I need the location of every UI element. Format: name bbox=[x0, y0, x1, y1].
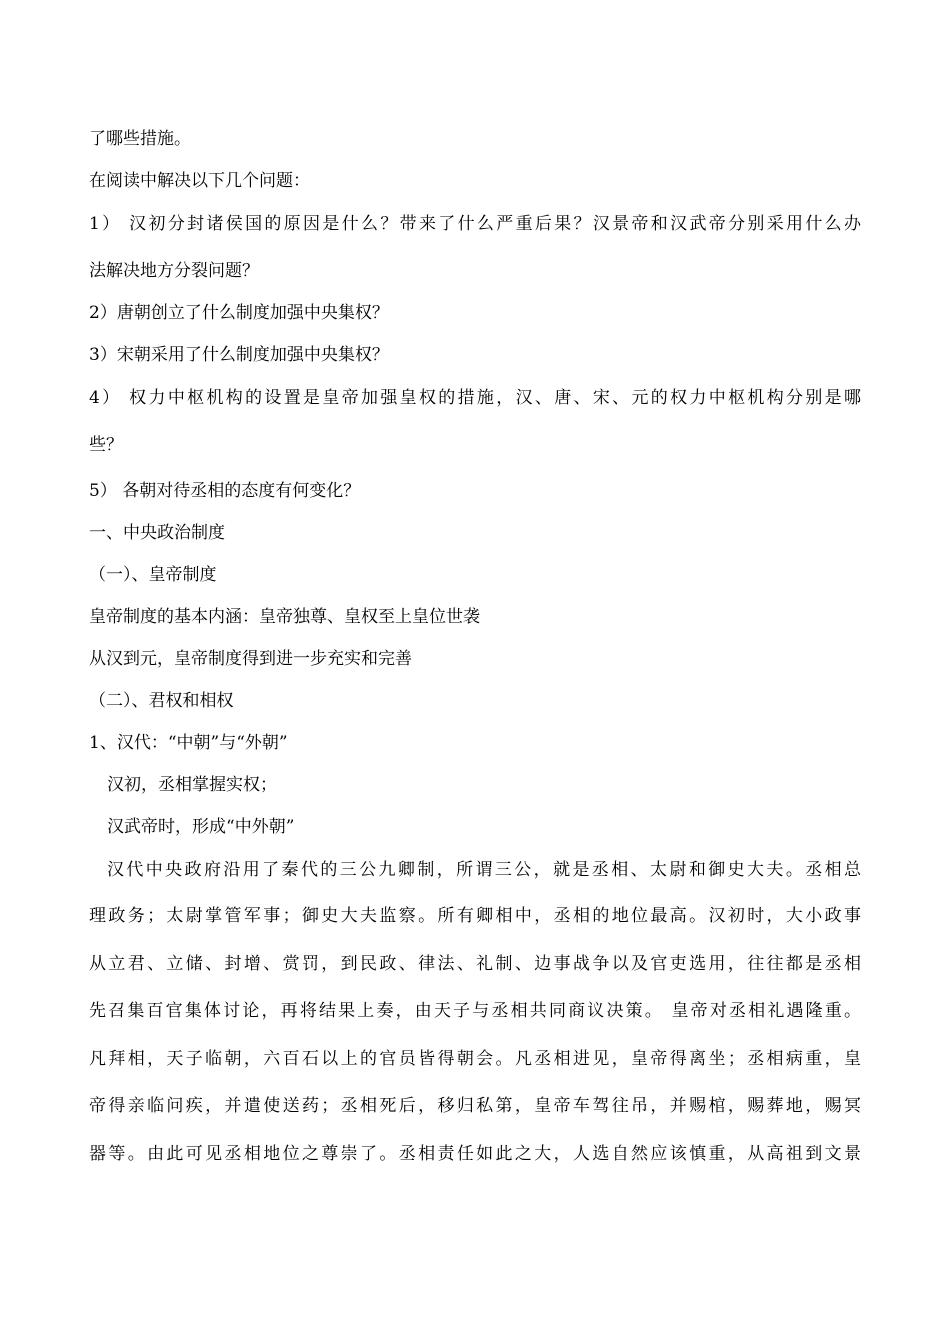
section-heading: 一、中央政治制度 bbox=[89, 523, 225, 543]
subsection-heading: （二）、君权和相权 bbox=[89, 691, 234, 711]
text-line: 在阅读中解决以下几个问题： bbox=[89, 171, 310, 191]
question-1-line: 1） 汉初分封诸侯国的原因是什么？带来了什么严重后果？汉景帝和汉武帝分别采用什么办 bbox=[89, 214, 861, 234]
text-line: 汉武帝时，形成“中外朝” bbox=[107, 817, 295, 837]
item-heading: 1、汉代：“中朝”与“外朝” bbox=[89, 733, 288, 753]
paragraph-line: 先召集百官集体讨论，再将结果上奏，由天子与丞相共同商议决策。 皇帝对丞相礼遇隆重。 bbox=[89, 1001, 861, 1021]
question-3: 3）宋朝采用了什么制度加强中央集权？ bbox=[89, 345, 389, 365]
text-line: 皇帝制度的基本内涵：皇帝独尊、皇权至上皇位世袭 bbox=[89, 607, 480, 627]
question-1-continuation: 法解决地方分裂问题？ bbox=[89, 261, 259, 281]
question-2: 2）唐朝创立了什么制度加强中央集权？ bbox=[89, 303, 389, 323]
paragraph-line: 从立君、立储、封增、赏罚，到民政、律法、礼制、边事战争以及官吏选用，往往都是丞相 bbox=[89, 954, 861, 974]
paragraph-line: 凡拜相，天子临朝，六百石以上的官员皆得朝会。凡丞相进见，皇帝得离坐；丞相病重，皇 bbox=[89, 1049, 861, 1069]
question-4-line: 4） 权力中枢机构的设置是皇帝加强皇权的措施，汉、唐、宋、元的权力中枢机构分别是哪 bbox=[89, 388, 861, 408]
paragraph-line: 汉代中央政府沿用了秦代的三公九卿制，所谓三公，就是丞相、太尉和御史大夫。丞相总 bbox=[107, 860, 861, 880]
paragraph-line: 理政务；太尉掌管军事；御史大夫监察。所有卿相中，丞相的地位最高。汉初时，大小政事 bbox=[89, 906, 861, 926]
text-line: 了哪些措施。 bbox=[89, 129, 191, 149]
paragraph-line: 器等。由此可见丞相地位之尊崇了。丞相责任如此之大，人选自然应该慎重，从高祖到文景 bbox=[89, 1144, 861, 1164]
text-line: 汉初，丞相掌握实权； bbox=[107, 775, 277, 795]
question-5: 5） 各朝对待丞相的态度有何变化？ bbox=[89, 481, 361, 501]
subsection-heading: （一）、皇帝制度 bbox=[89, 565, 217, 585]
paragraph-line: 帝得亲临问疾，并遣使送药；丞相死后，移归私第，皇帝车驾往吊，并赐棺，赐葬地，赐冥 bbox=[89, 1096, 861, 1116]
text-line: 从汉到元，皇帝制度得到进一步充实和完善 bbox=[89, 649, 412, 669]
question-4-continuation: 些？ bbox=[89, 435, 123, 455]
